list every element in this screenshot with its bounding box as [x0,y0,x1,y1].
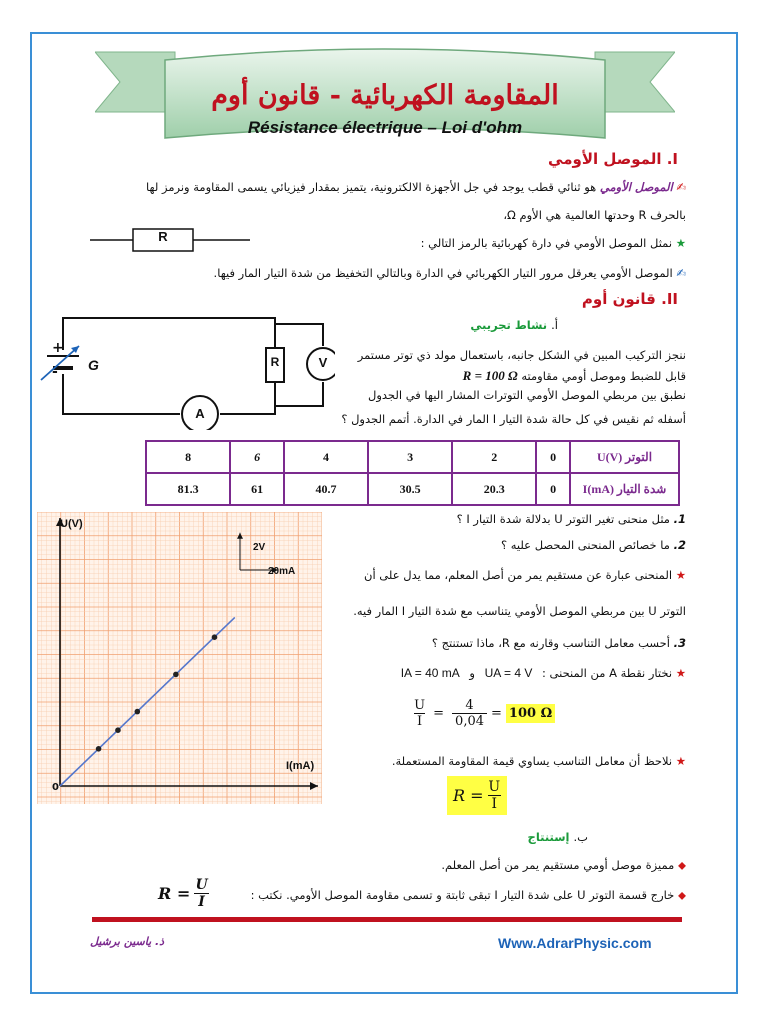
graph-y-label: U(V) [60,518,83,530]
question-3 [326,636,686,650]
section1-heading [548,150,678,168]
circuit-minus: - [52,364,58,380]
question-1 [326,512,686,526]
fraction-u: U [414,698,426,713]
ratio-fraction [414,698,425,729]
a2-line1-text: المنحنى عبارة عن مستقيم يمر من أصل المعلم، مما يدل على أن [364,568,673,582]
table-cell: 6 [230,441,284,473]
table-cell: 0 [536,473,570,505]
pen-icon-2: ✍ [676,266,686,280]
ia-value: IA = 40 mA [400,666,460,680]
activity-line4: أسفله ثم نقيس في كل حالة شدة التيار I المار في الدارة. أتمم الجدول ؟ [341,412,686,426]
table-header-current: شدة التيار I(mA) [570,473,679,505]
conclusion-label: ب. [573,830,588,844]
table-cell: 61 [230,473,284,505]
data-point [173,672,179,678]
star-icon: ★ [675,236,686,250]
activity-title: نشاط تجريبي [470,318,548,332]
star-icon: ★ [675,666,686,680]
resistance-value: R = 100 Ω [462,368,518,383]
data-point [115,727,121,733]
section2-number: II. [661,290,678,308]
equals-sign: = [433,706,445,721]
table-cell: 20.3 [452,473,536,505]
q2-text: ما خصائص المنحنى المحصل عليه ؟ [500,538,670,552]
fraction-i: I [414,713,425,729]
conclusion-heading [528,830,588,844]
note-line [326,754,686,768]
footer-author: ذ. ياسين برشيل [90,935,165,948]
conclusion-title: إستنتاج [527,830,570,844]
a3-line-text: نختار نقطة A من المنحنى : [542,666,673,680]
activity-line1: ننجز التركيب المبين في الشكل جانبه، باستعمال مولد ذي توتر مستمر [357,348,686,362]
footer-rule [92,917,682,922]
q2-number: 2. [673,538,686,552]
answer-2-line1 [326,568,686,582]
graph-x-label: I(mA) [286,760,315,772]
symbol-line-text: نمثل الموصل الأومي في دارة كهربائية بالرمز التالي : [420,236,673,250]
voltmeter-label: V [318,355,328,370]
title-french: Résistance électrique – Loi d'ohm [247,118,523,137]
pen-icon: ✍ [676,180,686,194]
conclusion-line1-text: مميزة موصل أومي مستقيم يمر من أصل المعلم. [441,858,675,872]
activity-label: أ. [551,318,558,332]
circuit-resistor-label: R [270,355,280,369]
result-value: 100 Ω [506,704,555,723]
section1-definition [86,180,686,194]
footer-url[interactable]: Www.AdrarPhysic.com [498,935,652,951]
fraction-num: 4 [465,698,474,713]
bullet-icon: ⬥ [677,858,686,872]
graph-origin: 0 [52,782,59,793]
ratio-equation [414,698,555,729]
section2-heading [582,290,678,308]
note-text: نلاحظ أن معامل التناسب يساوي قيمة المقاومة المستعملة. [391,754,673,768]
table-cell: 3 [368,441,452,473]
section1-title: الموصل الأومي [548,150,662,168]
definition-line2: بالحرف R وحدتها العالمية هي الأوم Ω، [503,208,686,222]
table-header-voltage: التوتر U(V) [570,441,679,473]
table-cell: 30.5 [368,473,452,505]
table-row-current [146,473,679,505]
star-icon: ★ [675,754,686,768]
section1-number: I. [666,150,678,168]
answer-2-line2: التوتر U بين مربطي الموصل الأومي يتناسب مع شدة التيار I المار فيه. [353,604,686,618]
resistor-symbol-label: R [158,229,168,244]
value-fraction [452,698,487,729]
circuit-plus: + [52,340,64,356]
effect-line-text: الموصل الأومي يعرقل مرور التيار الكهربائي في الدارة وبالتالي التخفيظ من شدة التيار المار فيها. [213,266,673,280]
generator-label: G [88,357,99,373]
and-word: و [469,666,475,680]
effect-line [86,266,686,280]
ohm-law-box [447,776,507,815]
formula-u: U [488,779,501,795]
answer-3-line [326,666,686,680]
table-cell: 40.7 [284,473,368,505]
ammeter-label: A [195,406,205,421]
graph-scale-y: 2V [253,542,266,553]
table-cell: 81.3 [146,473,230,505]
u-i-graph [37,512,322,804]
equals-sign-2: = [491,706,502,721]
definition-text: هو ثنائي قطب يوجد في جل الأجهزة الالكترونية، يتميز بمقدار فيزيائي يسمى المقاومة ونرمز لها [146,180,597,194]
graph-scale-x: 20mA [268,566,296,577]
formula-fraction [488,779,502,812]
formula-r: R = [453,786,484,805]
ua-value: UA = 4 V [484,666,533,680]
conclusion-line2 [246,888,686,903]
table-cell: 4 [284,441,368,473]
activity-line3: نطبق بين مربطي الموصل الأومي التوترات المشار اليها في الجدول [367,388,686,402]
formula-i: I [488,795,502,812]
definition-term: الموصل الأومي [599,180,673,194]
data-point [135,709,141,715]
star-icon: ★ [675,568,686,582]
measurement-table [145,440,680,506]
title-arabic: المقاومة الكهربائية - قانون أوم [211,80,559,111]
activity-line2-text: قابل للضبط وموصل أومي مقاومته [521,369,686,383]
conclusion-formula-fraction [194,877,209,910]
symbol-line [266,236,686,250]
conclusion-formula-i: I [194,893,209,910]
conclusion-line2-text: خارج قسمة التوتر U على شدة التيار I تبقى ثابتة و تسمى مقاومة الموصل الأومي. نكتب : [250,888,675,902]
q3-number: 3. [673,636,686,650]
fraction-den: 0,04 [452,713,487,729]
q1-text: مثل منحنى تغير التوتر U بدلالة شدة التيار I ؟ [456,512,670,526]
conclusion-formula-u: U [195,877,208,893]
section2-title: قانون أوم [581,290,656,308]
conclusion-formula-r: R = [158,884,191,903]
q1-number: 1. [673,512,686,526]
q3-text: أحسب معامل التناسب وقارنه مع R، ماذا تستنتج ؟ [431,636,670,650]
question-2 [326,538,686,552]
activity-heading [470,318,558,332]
table-row-voltage [146,441,679,473]
data-point [96,746,102,752]
table-cell: 0 [536,441,570,473]
conclusion-formula [158,877,209,910]
conclusion-line1 [86,858,686,873]
table-cell: 2 [452,441,536,473]
data-point [212,634,218,640]
bullet-icon: ⬥ [677,888,686,902]
table-cell: 8 [146,441,230,473]
activity-line2 [356,368,686,384]
